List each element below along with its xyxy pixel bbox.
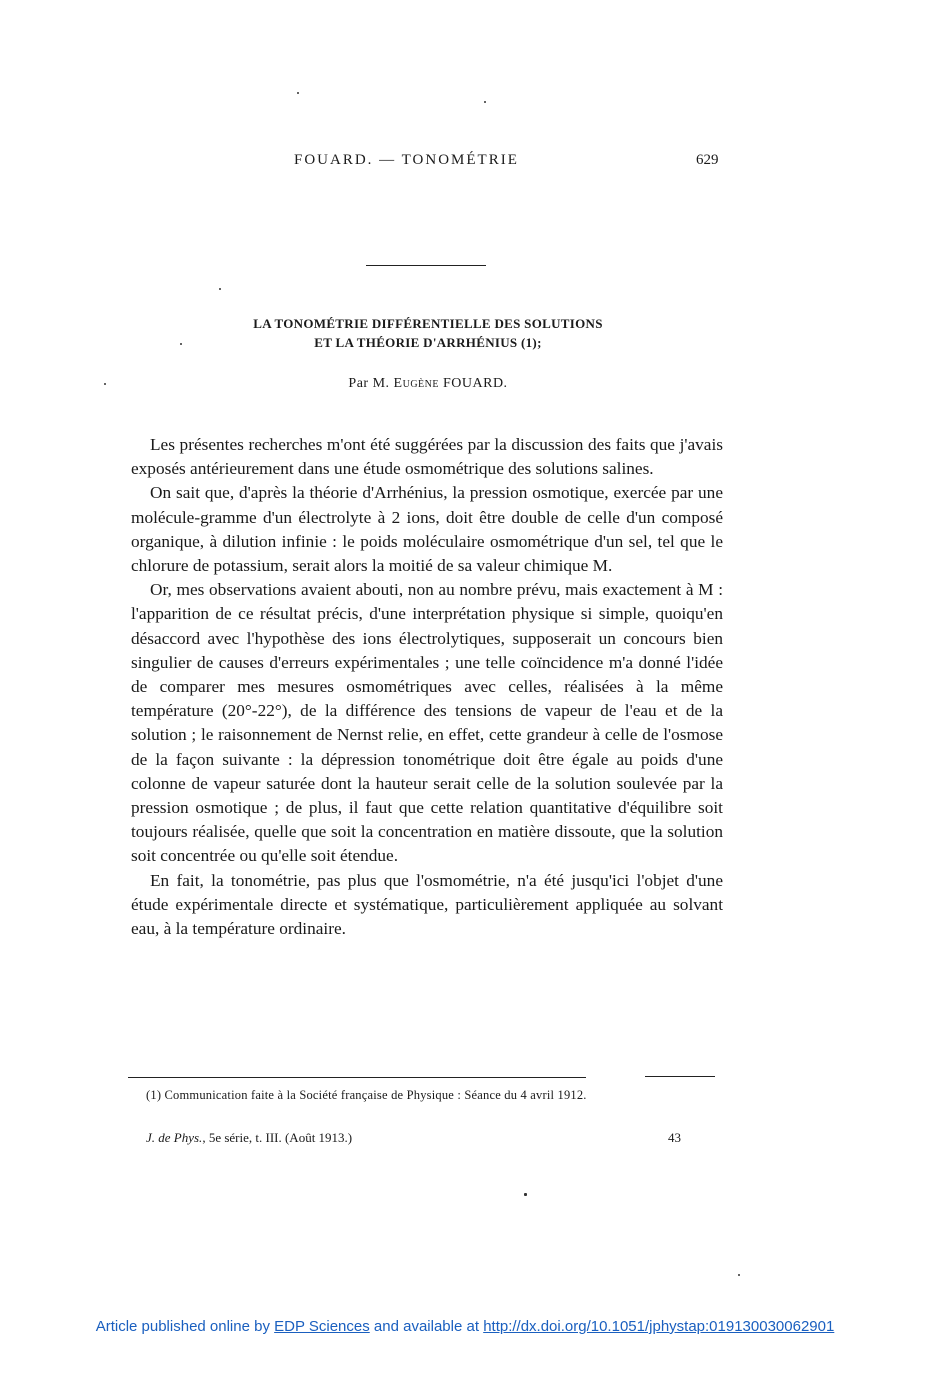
edp-sciences-link[interactable]: EDP Sciences: [274, 1318, 370, 1335]
title-line-1: LA TONOMÉTRIE DIFFÉRENTIELLE DES SOLUTIONS: [253, 316, 603, 331]
footnote: (1) Communication faite à la Société française de Physique : Séance du 4 avril 1912.: [146, 1088, 587, 1102]
scan-speck: [180, 343, 182, 345]
journal-citation: [146, 1130, 352, 1146]
scan-speck: [104, 383, 106, 385]
scan-speck: [484, 101, 486, 103]
footnote-rule-short: [645, 1076, 715, 1077]
author-first-name: Eugène: [393, 376, 439, 391]
title-rule: [366, 265, 486, 266]
page-number: 629: [696, 152, 719, 168]
title-line-2: ET LA THÉORIE D'ARRHÉNIUS (1);: [314, 335, 542, 350]
article-title: [130, 314, 726, 352]
paragraph-3: Or, mes observations avaient abouti, non au nombre prévu, mais exactement à M : l'apparition de ce résultat précis, d'une interprétation physique si simple, quoiqu'en désaccord avec l'hypothèse des ions électrolytiques, supposerait un concours bien singulier de causes d'erreurs expérimentales ; une telle coïncidence m'a donné l'idée de comparer mes mesures osmométriques avec celles, réalisées à la même température (20°-22°), de la différence des tensions de vapeur de l'eau et de la solution ; le raisonnement de Nernst relie, en effet, cette grandeur à celle de l'osmose de la façon suivante : la dépression tonométrique doit être égale au poids d'une colonne de vapeur saturée dont la hauteur serait celle de la solution soulevée par la pression osmotique ; de plus, il faut que cette relation quantitative d'équilibre soit toujours réalisée, quelle que soit la concentration en matière dissoute, que la solution soit concentrée ou qu'elle soit étendue.: [131, 580, 723, 866]
banner-text-middle: and available at: [373, 1318, 480, 1335]
paragraph-4: En fait, la tonométrie, pas plus que l'osmométrie, n'a été jusqu'ici l'objet d'une étude expérimentale directe et systématique, particulièrement appliquée au solvant eau, à la température ordinaire.: [131, 870, 723, 939]
doi-link[interactable]: http://dx.doi.org/10.1051/jphystap:019130030062901: [483, 1318, 835, 1335]
sheet-number: 43: [668, 1130, 681, 1145]
author-line: [130, 376, 726, 392]
scan-speck: [219, 288, 221, 290]
journal-abbrev: J. de Phys.: [146, 1130, 203, 1145]
author-prefix: Par M.: [348, 376, 390, 391]
footnote-rule: [128, 1077, 586, 1078]
scan-speck: [524, 1193, 527, 1196]
banner-text-before: Article published online by: [95, 1318, 270, 1335]
publisher-banner: [0, 1318, 930, 1335]
running-title: FOUARD. — TONOMÉTRIE: [294, 152, 519, 168]
author-last-name: FOUARD.: [442, 376, 508, 391]
scan-speck: [738, 1274, 740, 1276]
journal-details: , 5e série, t. III. (Août 1913.): [202, 1130, 353, 1145]
article-body: [131, 433, 723, 941]
paragraph-2: On sait que, d'après la théorie d'Arrhénius, la pression osmotique, exercée par une molécule-gramme d'un électrolyte à 2 ions, doit être double de celle d'un composé organique, à dilution infinie : le poids moléculaire osmométrique d'un sel, tel que le chlorure de potassium, serait alors la moitié de sa valeur chimique M.: [131, 483, 723, 576]
scan-speck: [297, 92, 299, 94]
paragraph-1: Les présentes recherches m'ont été suggérées par la discussion des faits que j'avais exposés antérieurement dans une étude osmométrique des solutions salines.: [131, 435, 723, 479]
